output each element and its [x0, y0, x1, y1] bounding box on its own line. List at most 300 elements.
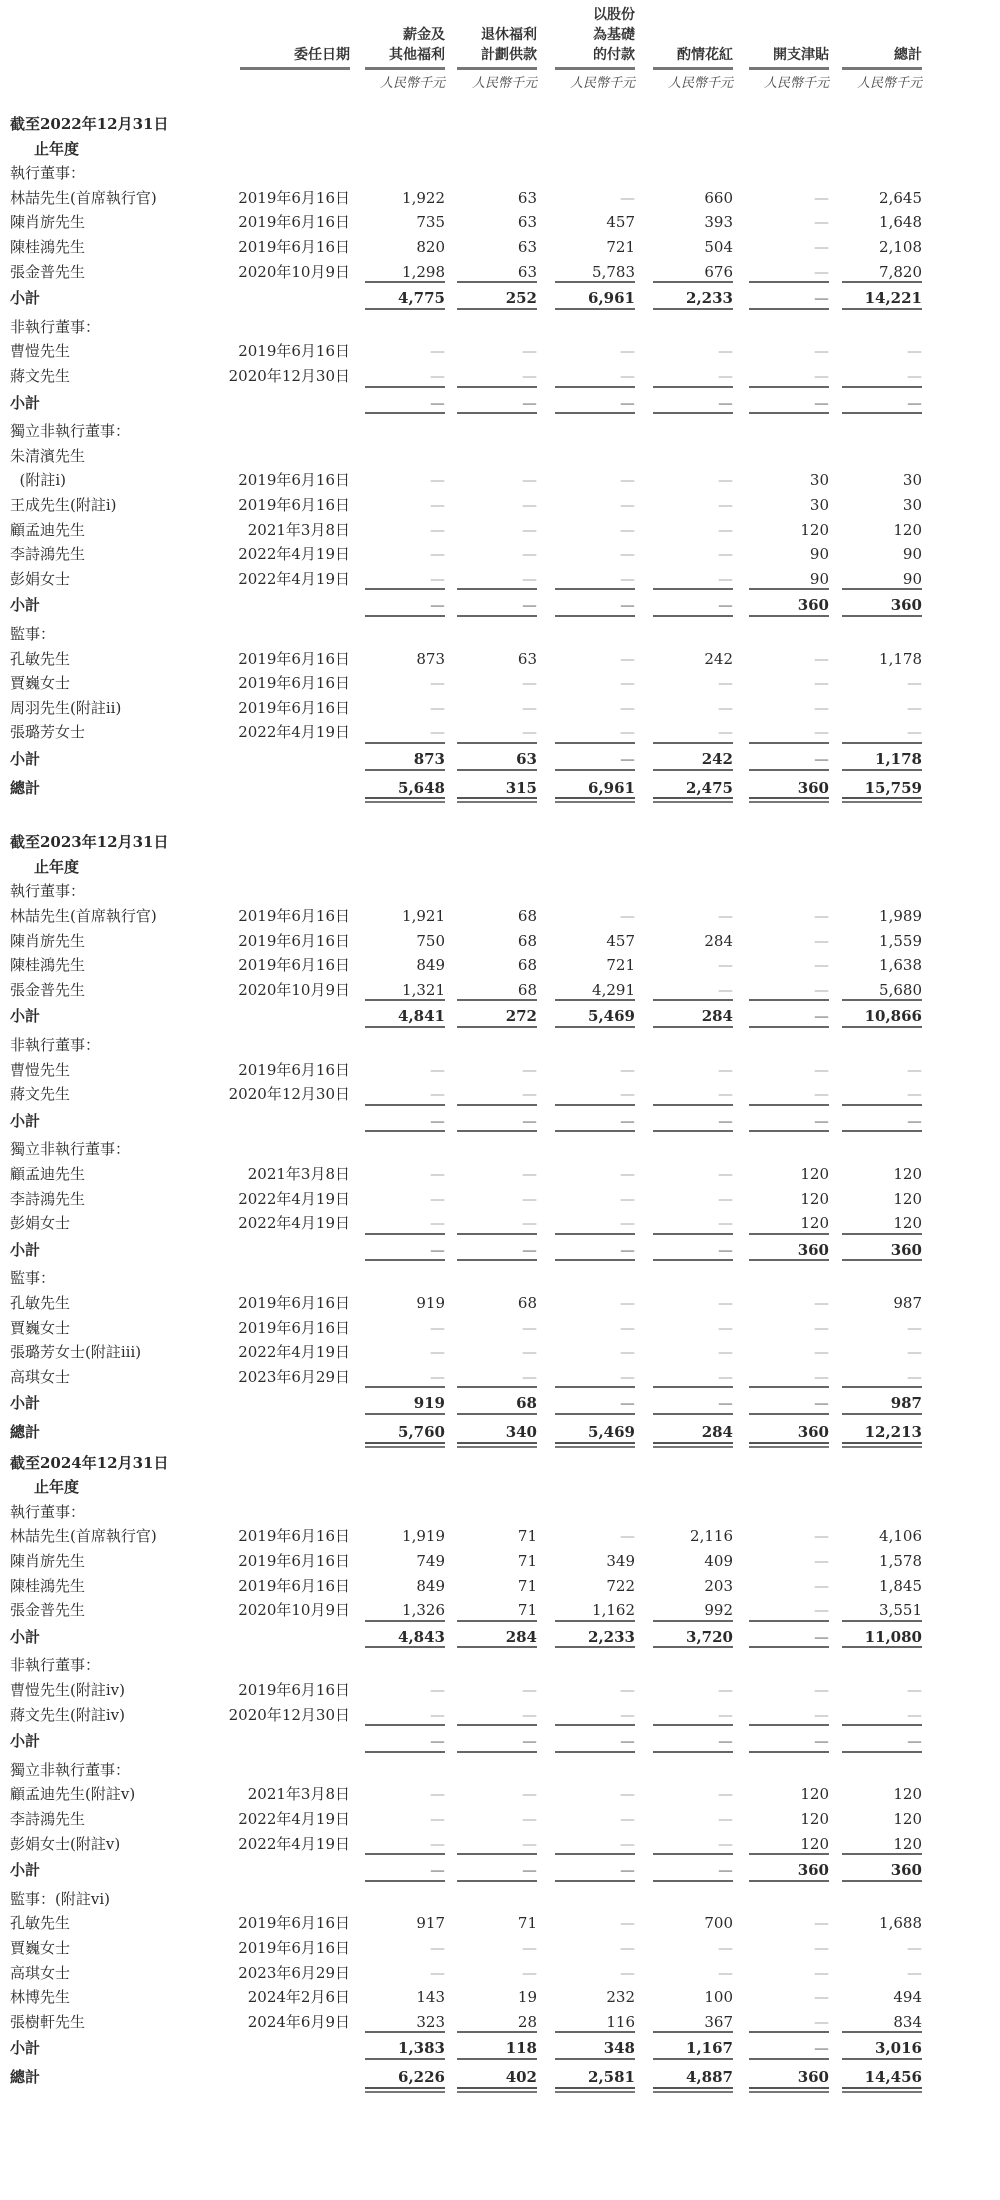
value-cell: 63 — [517, 238, 537, 256]
section-title-sub — [0, 855, 1000, 879]
underline — [653, 769, 733, 771]
row-label: 蔣文先生(附註iv) — [10, 1705, 125, 1724]
underline — [842, 1386, 922, 1388]
subtotal-row — [0, 391, 1000, 415]
underline — [555, 1413, 635, 1415]
value-cell: — — [430, 1834, 445, 1853]
value-cell: 360 — [890, 1240, 922, 1259]
value-cell: 90 — [809, 569, 829, 588]
group-heading — [0, 1653, 1000, 1677]
value-cell: — — [430, 1705, 445, 1724]
underline — [555, 1646, 635, 1648]
value-cell: — — [718, 520, 733, 539]
row-label: 曹愷先生 — [10, 1060, 71, 1079]
value-cell: — — [718, 1861, 733, 1880]
value-cell: — — [718, 342, 733, 361]
underline — [842, 1130, 922, 1132]
underline — [653, 386, 733, 388]
value-cell: 71 — [517, 1576, 537, 1595]
value-cell: 367 — [704, 2012, 733, 2031]
value-cell: — — [430, 1214, 445, 1233]
value-cell: — — [620, 1732, 635, 1751]
underline — [555, 281, 635, 283]
double-underline — [457, 797, 537, 803]
value-cell: — — [814, 289, 829, 308]
value-cell: — — [620, 1214, 635, 1233]
value-cell: 5,783 — [592, 262, 635, 281]
value-cell: — — [430, 1963, 445, 1982]
appointment-date: 2019年6月16日 — [238, 238, 350, 256]
value-cell: — — [814, 1085, 829, 1104]
underline — [457, 742, 537, 744]
value-cell: 4,291 — [592, 980, 635, 999]
row-label: 監事： — [10, 1269, 56, 1288]
value-cell: 2,116 — [690, 1527, 733, 1546]
value-cell: — — [814, 1576, 829, 1595]
value-cell: 2,645 — [879, 188, 922, 207]
underline — [653, 1233, 733, 1235]
section-title — [0, 112, 1000, 136]
underline — [555, 1233, 635, 1235]
value-cell: 120 — [893, 1785, 922, 1804]
row-label: 高琪女士 — [10, 1367, 71, 1386]
appointment-date: 2019年6月16日 — [238, 1060, 350, 1079]
group-heading — [0, 1137, 1000, 1161]
value-cell: 820 — [416, 238, 445, 256]
value-cell: 68 — [517, 956, 537, 975]
value-cell: 120 — [800, 1834, 829, 1853]
value-cell: 700 — [704, 1914, 733, 1933]
underline — [749, 1233, 829, 1235]
value-cell: 120 — [893, 1189, 922, 1208]
underline — [653, 2031, 733, 2033]
subtotal-row — [0, 1729, 1000, 1753]
value-cell: — — [907, 723, 922, 742]
value-cell: 10,866 — [864, 1007, 922, 1026]
value-cell: — — [814, 1007, 829, 1026]
value-cell: 4,841 — [398, 1007, 445, 1026]
value-cell: 7,820 — [879, 262, 922, 281]
row-label: 林喆先生(首席執行官) — [10, 1527, 157, 1546]
column-header-bonus: 酌情花紅 — [677, 47, 733, 63]
appointment-date: 2022年4月19日 — [238, 1189, 350, 1208]
table-row — [0, 647, 1000, 671]
value-cell: — — [430, 545, 445, 564]
value-cell: — — [907, 674, 922, 693]
appointment-date: 2020年10月9日 — [238, 1601, 350, 1620]
underline — [457, 2058, 537, 2060]
underline — [457, 281, 537, 283]
double-underline — [365, 797, 445, 803]
underline — [457, 1880, 537, 1882]
underline — [653, 1751, 733, 1753]
table-row — [0, 468, 1000, 492]
underline — [842, 1724, 922, 1726]
double-underline — [365, 2087, 445, 2093]
underline — [749, 1880, 829, 1882]
value-cell: 71 — [517, 1552, 537, 1570]
value-cell: 5,680 — [879, 980, 922, 999]
value-cell: 15,759 — [864, 778, 922, 797]
group-heading — [0, 1266, 1000, 1290]
row-label: 執行董事： — [10, 164, 86, 183]
value-cell: 120 — [893, 1214, 922, 1233]
underline — [555, 1130, 635, 1132]
underline — [555, 769, 635, 771]
value-cell: — — [430, 569, 445, 588]
value-cell: — — [814, 1527, 829, 1546]
row-label: 曹愷先生 — [10, 342, 71, 361]
value-cell: — — [814, 1601, 829, 1620]
value-cell: 63 — [517, 213, 537, 232]
table-row — [0, 444, 1000, 468]
table-row — [0, 1985, 1000, 2009]
underline — [653, 1026, 733, 1028]
row-label: 小計 — [10, 1240, 41, 1259]
value-cell: 12,213 — [864, 1423, 922, 1441]
row-label: 李詩鴻先生 — [10, 1189, 86, 1208]
underline — [653, 308, 733, 310]
value-cell: 68 — [517, 1294, 537, 1312]
underline — [365, 1751, 445, 1753]
underline — [749, 412, 829, 414]
value-cell: 393 — [704, 213, 733, 232]
appointment-date: 2022年4月19日 — [238, 1810, 350, 1828]
column-header-allowance: 開支津貼 — [773, 47, 829, 63]
underline — [457, 1026, 537, 1028]
value-cell: — — [620, 1085, 635, 1104]
value-cell: — — [522, 698, 537, 717]
section-title — [0, 1451, 1000, 1475]
value-cell: 118 — [505, 2039, 537, 2058]
value-cell: — — [718, 596, 733, 615]
row-label: 顧孟迪先生(附註v) — [10, 1785, 136, 1804]
underline — [555, 1104, 635, 1106]
appointment-date: 2019年6月16日 — [238, 471, 350, 490]
value-cell: — — [814, 1343, 829, 1362]
value-cell: — — [814, 1681, 829, 1699]
value-cell: — — [814, 188, 829, 207]
value-cell: 1,638 — [879, 956, 922, 975]
column-header-pension: 計劃供款 — [481, 47, 537, 63]
underline — [653, 1646, 733, 1648]
value-cell: 849 — [416, 1576, 445, 1595]
value-cell: 3,551 — [879, 1601, 922, 1620]
underline — [555, 1880, 635, 1882]
table-row — [0, 1807, 1000, 1831]
value-cell: — — [814, 649, 829, 668]
underline — [749, 999, 829, 1001]
value-cell: — — [718, 1085, 733, 1104]
underline — [457, 1413, 537, 1415]
value-cell: — — [620, 1060, 635, 1079]
value-cell: — — [522, 1785, 537, 1804]
value-cell: 30 — [902, 496, 922, 514]
value-cell: — — [430, 1732, 445, 1751]
row-label: 賈巍女士 — [10, 1939, 71, 1957]
value-cell: 360 — [797, 2068, 829, 2086]
table-row — [0, 1703, 1000, 1727]
value-cell: 6,961 — [588, 778, 635, 797]
value-cell: 1,578 — [879, 1552, 922, 1570]
row-label: 彭娟女士 — [10, 569, 71, 588]
underline — [555, 1386, 635, 1388]
table-row — [0, 1365, 1000, 1389]
row-label: 周羽先生(附註ii) — [10, 698, 122, 717]
value-cell: 919 — [413, 1394, 445, 1413]
value-cell: — — [620, 471, 635, 490]
value-cell: 457 — [606, 213, 635, 232]
value-cell: — — [718, 1834, 733, 1853]
underline — [365, 1646, 445, 1648]
value-cell: — — [430, 1681, 445, 1699]
value-cell: 3,720 — [686, 1627, 733, 1646]
underline — [365, 1853, 445, 1855]
value-cell: 721 — [606, 956, 635, 975]
underline — [365, 281, 445, 283]
total-row — [0, 2065, 1000, 2089]
value-cell: — — [620, 545, 635, 564]
row-label: 王成先生(附註i) — [10, 496, 117, 514]
value-cell: 120 — [893, 1810, 922, 1828]
row-label: 張金普先生 — [10, 1601, 86, 1620]
value-cell: — — [430, 1785, 445, 1804]
underline — [749, 308, 829, 310]
row-label: 非執行董事： — [10, 1036, 101, 1054]
appointment-date: 2020年12月30日 — [228, 367, 350, 385]
value-cell: — — [814, 723, 829, 742]
value-cell: 120 — [893, 1165, 922, 1183]
underline — [842, 999, 922, 1001]
table-row — [0, 953, 1000, 977]
underline — [842, 2058, 922, 2060]
underline — [653, 1413, 733, 1415]
row-label: 張璐芳女士(附註iii) — [10, 1343, 142, 1362]
value-cell: 203 — [704, 1576, 733, 1595]
value-cell: 120 — [800, 1785, 829, 1804]
section-title-sub — [0, 1475, 1000, 1499]
value-cell: — — [522, 1343, 537, 1362]
table-row — [0, 260, 1000, 284]
value-cell: 1,559 — [879, 931, 922, 950]
value-cell: — — [814, 2012, 829, 2031]
value-cell: 873 — [416, 649, 445, 668]
underline — [457, 769, 537, 771]
underline — [365, 615, 445, 617]
value-cell: — — [620, 750, 635, 768]
row-label: 陳肖旂先生 — [10, 213, 86, 232]
unit-label: 人民幣千元 — [569, 76, 635, 91]
header-underline — [749, 67, 829, 70]
row-label: 止年度 — [34, 139, 80, 158]
value-cell: — — [907, 1705, 922, 1724]
value-cell: — — [430, 1318, 445, 1337]
value-cell: — — [620, 367, 635, 385]
value-cell: 90 — [902, 569, 922, 588]
section-title-sub — [0, 137, 1000, 161]
underline — [365, 1386, 445, 1388]
value-cell: 315 — [505, 778, 537, 797]
table-row — [0, 929, 1000, 953]
value-cell: — — [620, 1294, 635, 1312]
value-cell: 2,475 — [686, 778, 733, 797]
value-cell: — — [522, 367, 537, 385]
value-cell: — — [430, 1165, 445, 1183]
row-label: 止年度 — [34, 1478, 80, 1497]
row-label: 截至2023年12月31日 — [10, 833, 169, 852]
value-cell: — — [718, 980, 733, 999]
underline — [365, 2058, 445, 2060]
value-cell: — — [430, 698, 445, 717]
table-row — [0, 2010, 1000, 2034]
value-cell: — — [620, 569, 635, 588]
value-cell: — — [907, 1681, 922, 1699]
subtotal-row — [0, 1391, 1000, 1415]
unit-label: 人民幣千元 — [379, 76, 445, 91]
underline — [555, 308, 635, 310]
value-cell: 992 — [704, 1601, 733, 1620]
group-heading — [0, 1033, 1000, 1057]
value-cell: 3,016 — [875, 2039, 922, 2058]
underline — [749, 1751, 829, 1753]
header-underline — [653, 67, 733, 70]
value-cell: 4,887 — [686, 2068, 733, 2086]
value-cell: — — [430, 471, 445, 490]
value-cell: — — [430, 1861, 445, 1880]
value-cell: 71 — [517, 1527, 537, 1546]
row-label: 監事：(附註vi) — [10, 1889, 110, 1908]
value-cell: 360 — [797, 1861, 829, 1880]
underline — [749, 1620, 829, 1622]
value-cell: 1,321 — [402, 980, 445, 999]
value-cell: — — [814, 907, 829, 925]
value-cell: — — [814, 1939, 829, 1957]
appointment-date: 2019年6月16日 — [238, 1294, 350, 1312]
row-label: 曹愷先生(附註iv) — [10, 1681, 125, 1699]
value-cell: — — [814, 980, 829, 999]
underline — [842, 412, 922, 414]
column-header-share: 為基礎 — [593, 27, 635, 43]
value-cell: — — [430, 1810, 445, 1828]
underline — [653, 588, 733, 590]
value-cell: — — [814, 393, 829, 412]
value-cell: — — [814, 1552, 829, 1570]
value-cell: 987 — [890, 1394, 922, 1413]
table-row — [0, 904, 1000, 928]
group-heading — [0, 1887, 1000, 1911]
underline — [457, 2031, 537, 2033]
row-label: 高琪女士 — [10, 1963, 71, 1982]
unit-label: 人民幣千元 — [471, 76, 537, 91]
value-cell: — — [430, 342, 445, 361]
underline — [749, 386, 829, 388]
underline — [555, 1259, 635, 1261]
underline — [457, 1104, 537, 1106]
underline — [457, 1620, 537, 1622]
header-underline — [365, 67, 445, 70]
appointment-date: 2024年2月6日 — [247, 1988, 350, 2007]
value-cell: — — [907, 1963, 922, 1982]
double-underline — [365, 1442, 445, 1448]
double-underline — [653, 2087, 733, 2093]
value-cell: — — [718, 723, 733, 742]
table-row — [0, 1936, 1000, 1960]
value-cell: 143 — [416, 1988, 445, 2007]
value-cell: — — [718, 1214, 733, 1233]
underline — [365, 386, 445, 388]
underline — [653, 1724, 733, 1726]
value-cell: — — [718, 1705, 733, 1724]
underline — [749, 769, 829, 771]
value-cell: 30 — [809, 496, 829, 514]
column-header-pension: 退休福利 — [481, 27, 537, 43]
underline — [653, 615, 733, 617]
value-cell: — — [522, 1240, 537, 1259]
underline — [653, 1853, 733, 1855]
value-cell: 100 — [704, 1988, 733, 2007]
value-cell: 71 — [517, 1601, 537, 1620]
value-cell: 1,921 — [402, 907, 445, 925]
value-cell: 14,456 — [864, 2068, 922, 2086]
table-row — [0, 235, 1000, 259]
value-cell: 1,648 — [879, 213, 922, 232]
underline — [653, 1104, 733, 1106]
value-cell: — — [430, 367, 445, 385]
value-cell: 349 — [606, 1552, 635, 1570]
value-cell: — — [907, 1111, 922, 1130]
value-cell: — — [718, 471, 733, 490]
appointment-date: 2020年10月9日 — [238, 980, 350, 999]
row-label: 張金普先生 — [10, 980, 86, 999]
value-cell: 409 — [704, 1552, 733, 1570]
value-cell: 1,162 — [592, 1601, 635, 1620]
underline — [749, 1104, 829, 1106]
underline — [842, 308, 922, 310]
value-cell: — — [907, 698, 922, 717]
value-cell: 360 — [890, 1861, 922, 1880]
value-cell: — — [907, 1085, 922, 1104]
appointment-date: 2022年4月19日 — [238, 545, 350, 564]
appointment-date: 2021年3月8日 — [247, 1165, 350, 1183]
value-cell: 402 — [505, 2068, 537, 2086]
value-cell: — — [430, 723, 445, 742]
underline — [457, 1853, 537, 1855]
row-label: 彭娟女士 — [10, 1214, 71, 1233]
value-cell: 873 — [413, 750, 445, 768]
value-cell: — — [522, 1111, 537, 1130]
value-cell: — — [522, 393, 537, 412]
underline — [749, 742, 829, 744]
value-cell: 1,298 — [402, 262, 445, 281]
value-cell: — — [814, 956, 829, 975]
value-cell: 721 — [606, 238, 635, 256]
value-cell: — — [620, 1914, 635, 1933]
value-cell: 504 — [704, 238, 733, 256]
underline — [842, 588, 922, 590]
value-cell: — — [814, 1627, 829, 1646]
row-label: 非執行董事： — [10, 1656, 101, 1675]
underline — [457, 588, 537, 590]
row-label: 獨立非執行董事： — [10, 422, 131, 441]
value-cell: — — [718, 1394, 733, 1413]
subtotal-row — [0, 593, 1000, 617]
appointment-date: 2020年12月30日 — [228, 1085, 350, 1104]
value-cell: — — [620, 596, 635, 615]
value-cell: 750 — [416, 931, 445, 950]
value-cell: 90 — [809, 545, 829, 564]
value-cell: — — [620, 674, 635, 693]
value-cell: 284 — [704, 931, 733, 950]
